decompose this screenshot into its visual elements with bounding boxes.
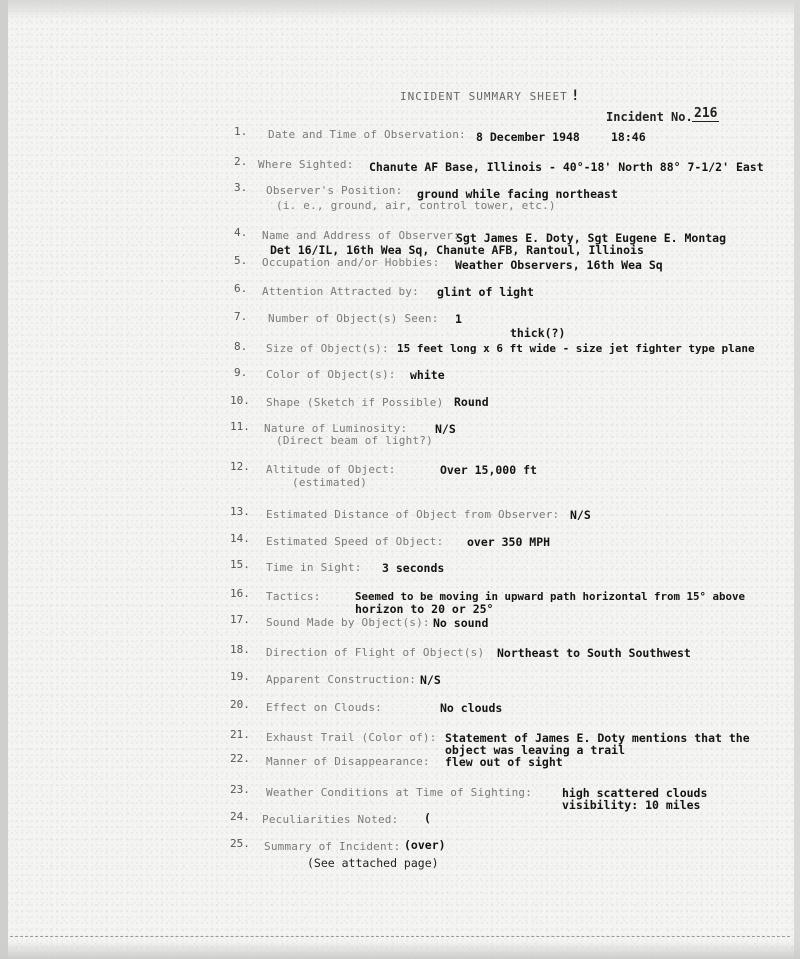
item-label: Direction of Flight of Object(s)	[266, 646, 485, 659]
item-value: flew out of sight	[445, 755, 563, 769]
item-label: Color of Object(s):	[266, 368, 396, 381]
item-number: 15.	[230, 558, 250, 571]
item-value: Over 15,000 ft	[440, 463, 537, 477]
item-annotation: thick(?)	[510, 326, 566, 340]
item-value: No sound	[433, 616, 489, 630]
document-title: INCIDENT SUMMARY SHEET	[400, 90, 568, 103]
item-value: glint of light	[437, 285, 534, 299]
item-value: Chanute AF Base, Illinois - 40°-18' North 88° 7-1/2' East	[369, 160, 764, 174]
item-value: ground while facing northeast	[417, 187, 618, 201]
item-number: 18.	[230, 643, 250, 656]
item-value: high scattered clouds	[562, 786, 708, 800]
item-value: Weather Observers, 16th Wea Sq	[455, 258, 663, 272]
item-value-secondary: visibility: 10 miles	[562, 798, 701, 812]
item-label: Effect on Clouds:	[266, 701, 382, 714]
item-value-secondary: (See attached page)	[307, 856, 439, 870]
incident-number-label: Incident No.	[606, 110, 693, 124]
item-label: Observer's Position:	[266, 184, 403, 197]
item-number: 20.	[230, 698, 250, 711]
item-value: Seemed to be moving in upward path horizontal from 15° above	[355, 590, 746, 603]
item-value: N/S	[435, 422, 456, 436]
item-value: N/S	[420, 673, 441, 687]
item-number: 21.	[230, 728, 250, 741]
item-number: 22.	[230, 752, 250, 765]
item-value: 3 seconds	[382, 561, 445, 575]
item-label: Date and Time of Observation:	[268, 128, 466, 141]
item-number: 24.	[230, 810, 250, 823]
item-label: Number of Object(s) Seen:	[268, 312, 439, 325]
item-value: Sgt James E. Doty, Sgt Eugene E. Montag	[456, 231, 727, 245]
item-value: 8 December 1948	[476, 130, 580, 144]
item-value-secondary: Det 16/IL, 16th Wea Sq, Chanute AFB, Rantoul, Illinois	[270, 243, 644, 257]
item-value: N/S	[570, 508, 591, 522]
scan-edge-bottom	[0, 941, 800, 959]
item-label: Exhaust Trail (Color of):	[266, 731, 437, 744]
item-label: Manner of Disappearance:	[266, 755, 430, 768]
item-label: Nature of Luminosity:	[264, 422, 408, 435]
item-number: 13.	[230, 505, 250, 518]
item-number: 6.	[234, 282, 248, 295]
item-label: Estimated Distance of Object from Observer:	[266, 508, 560, 521]
item-number: 10.	[230, 394, 250, 407]
item-value: (	[424, 811, 431, 825]
item-number: 25.	[230, 837, 250, 850]
item-label: Tactics:	[266, 590, 321, 603]
item-label: Where Sighted:	[258, 158, 354, 171]
item-value-secondary: object was leaving a trail	[445, 743, 626, 757]
item-number: 12.	[230, 460, 250, 473]
item-value: (over)	[404, 838, 446, 852]
item-label: Attention Attracted by:	[262, 285, 419, 298]
item-number: 14.	[230, 532, 250, 545]
item-label: Time in Sight:	[266, 561, 362, 574]
item-value: Statement of James E. Doty mentions that the	[445, 731, 750, 745]
item-hint: (Direct beam of light?)	[276, 434, 433, 447]
item-label: Altitude of Object:	[266, 463, 396, 476]
scan-edge-left	[0, 0, 8, 959]
page-bottom-divider	[10, 936, 790, 937]
item-number: 5.	[234, 254, 248, 267]
item-number: 7.	[234, 310, 248, 323]
item-label: Occupation and/or Hobbies:	[262, 256, 440, 269]
item-number: 1.	[234, 125, 248, 138]
item-number: 11.	[230, 420, 250, 433]
item-label: Summary of Incident:	[264, 840, 401, 853]
item-value-secondary: horizon to 20 or 25°	[355, 602, 494, 616]
item-hint: (estimated)	[292, 476, 368, 489]
item-label: Apparent Construction:	[266, 673, 417, 686]
item-number: 17.	[230, 613, 250, 626]
item-number: 16.	[230, 587, 250, 600]
item-label: Weather Conditions at Time of Sighting:	[266, 786, 533, 799]
item-value-secondary: 18:46	[611, 130, 646, 144]
item-label: Name and Address of Observer:	[262, 229, 460, 242]
item-value: over 350 MPH	[467, 535, 551, 549]
item-number: 9.	[234, 366, 248, 379]
item-label: Shape (Sketch if Possible)	[266, 396, 444, 409]
item-number: 3.	[234, 181, 248, 194]
item-number: 19.	[230, 670, 250, 683]
incident-number: 216	[694, 106, 718, 121]
item-number: 23.	[230, 783, 250, 796]
margin-mark: !	[571, 88, 580, 104]
item-value: No clouds	[440, 701, 503, 715]
scan-edge-top	[0, 0, 800, 20]
item-label: Estimated Speed of Object:	[266, 535, 444, 548]
item-number: 8.	[234, 340, 248, 353]
item-label: Sound Made by Object(s):	[266, 616, 430, 629]
item-number: 2.	[234, 155, 248, 168]
item-value: white	[410, 368, 445, 382]
item-value: Round	[454, 395, 489, 409]
item-number: 4.	[234, 226, 248, 239]
item-value: Northeast to South Southwest	[497, 646, 691, 660]
item-hint: (i. e., ground, air, control tower, etc.)	[276, 199, 556, 212]
scan-edge-right	[794, 0, 800, 959]
item-value: 1	[455, 312, 462, 326]
item-value: 15 feet long x 6 ft wide - size jet fighter type plane	[397, 342, 755, 355]
item-label: Size of Object(s):	[266, 342, 389, 355]
item-label: Peculiarities Noted:	[262, 813, 399, 826]
